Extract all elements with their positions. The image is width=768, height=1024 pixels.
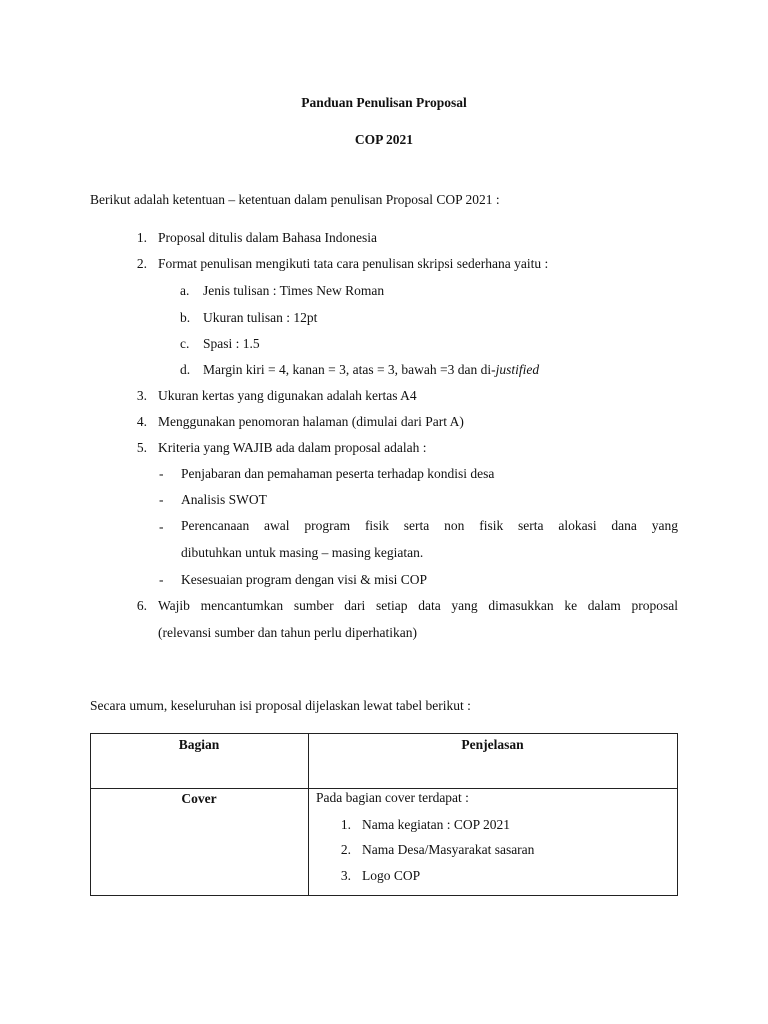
criteria-text: Kesesuaian program dengan visi & misi COP — [181, 572, 427, 587]
criteria-dash: - — [159, 572, 164, 587]
subitem-text: Margin kiri = 4, kanan = 3, atas = 3, bawah =3 dan di- — [203, 362, 496, 377]
item-text: Proposal ditulis dalam Bahasa Indonesia — [158, 230, 377, 245]
item-text: Ukuran kertas yang digunakan adalah kertas A4 — [158, 388, 417, 403]
criteria-dash: - — [159, 519, 164, 534]
subitem-text: Jenis tulisan : Times New Roman — [203, 283, 385, 298]
item-text-justified: Wajib mencantumkan sumber dari setiap data yang dimasukkan ke dalam proposal — [158, 598, 678, 613]
item-text: Kriteria yang WAJIB ada dalam proposal adalah : — [158, 440, 427, 455]
table-cell-bagian: Cover — [181, 791, 217, 806]
item-number: 5. — [136, 440, 147, 455]
item-number: 3. — [136, 388, 147, 403]
criteria-text: Penjabaran dan pemahaman peserta terhadap kondisi desa — [181, 466, 495, 481]
subitem-italic-text: justified — [495, 362, 540, 377]
document-title: Panduan Penulisan Proposal — [301, 95, 467, 110]
proposal-table — [90, 733, 677, 895]
subitem-text: Ukuran tulisan : 12pt — [203, 310, 318, 325]
subitem-letter: d. — [180, 362, 191, 377]
table-header-penjelasan: Penjelasan — [461, 737, 524, 752]
intro-text: Berikut adalah ketentuan – ketentuan dalam penulisan Proposal COP 2021 : — [90, 192, 500, 207]
document-subtitle: COP 2021 — [354, 132, 414, 147]
table-border-top — [90, 733, 678, 734]
table-border-middle — [90, 788, 678, 789]
subitem-letter: c. — [180, 336, 190, 351]
table-list-text: Nama Desa/Masyarakat sasaran — [362, 842, 535, 857]
item-number: 4. — [136, 414, 147, 429]
table-border-divider — [308, 733, 309, 896]
criteria-text: Analisis SWOT — [181, 492, 267, 507]
item-text: Format penulisan mengikuti tata cara penulisan skripsi sederhana yaitu : — [158, 256, 549, 271]
item-number: 6. — [136, 598, 147, 613]
item-text: Menggunakan penomoran halaman (dimulai dari Part A) — [158, 414, 464, 429]
table-list-text: Nama kegiatan : COP 2021 — [362, 817, 510, 832]
subitem-text: Spasi : 1.5 — [203, 336, 260, 351]
criteria-text-justified: Perencanaan awal program fisik serta non fisik serta alokasi dana yang — [181, 518, 678, 533]
criteria-text-continued: dibutuhkan untuk masing – masing kegiatan. — [181, 545, 424, 560]
table-border-right — [677, 733, 678, 896]
item-number: 2. — [136, 256, 147, 271]
table-border-bottom — [90, 895, 678, 896]
item-text-continued: (relevansi sumber dan tahun perlu diperhatikan) — [158, 625, 418, 640]
table-cell-intro: Pada bagian cover terdapat : — [316, 790, 469, 805]
table-list-text: Logo COP — [362, 868, 421, 883]
table-list-number: 3. — [340, 868, 351, 883]
table-header-bagian: Bagian — [178, 737, 220, 752]
subitem-text-margin — [203, 363, 539, 377]
subitem-letter: b. — [180, 310, 191, 325]
table-intro: Secara umum, keseluruhan isi proposal dijelaskan lewat tabel berikut : — [90, 698, 471, 713]
table-list-number: 1. — [340, 817, 351, 832]
table-border-left — [90, 733, 91, 896]
item-number: 1. — [136, 230, 147, 245]
criteria-dash: - — [159, 466, 164, 481]
subitem-letter: a. — [180, 283, 190, 298]
criteria-dash: - — [159, 492, 164, 507]
table-list-number: 2. — [340, 842, 351, 857]
